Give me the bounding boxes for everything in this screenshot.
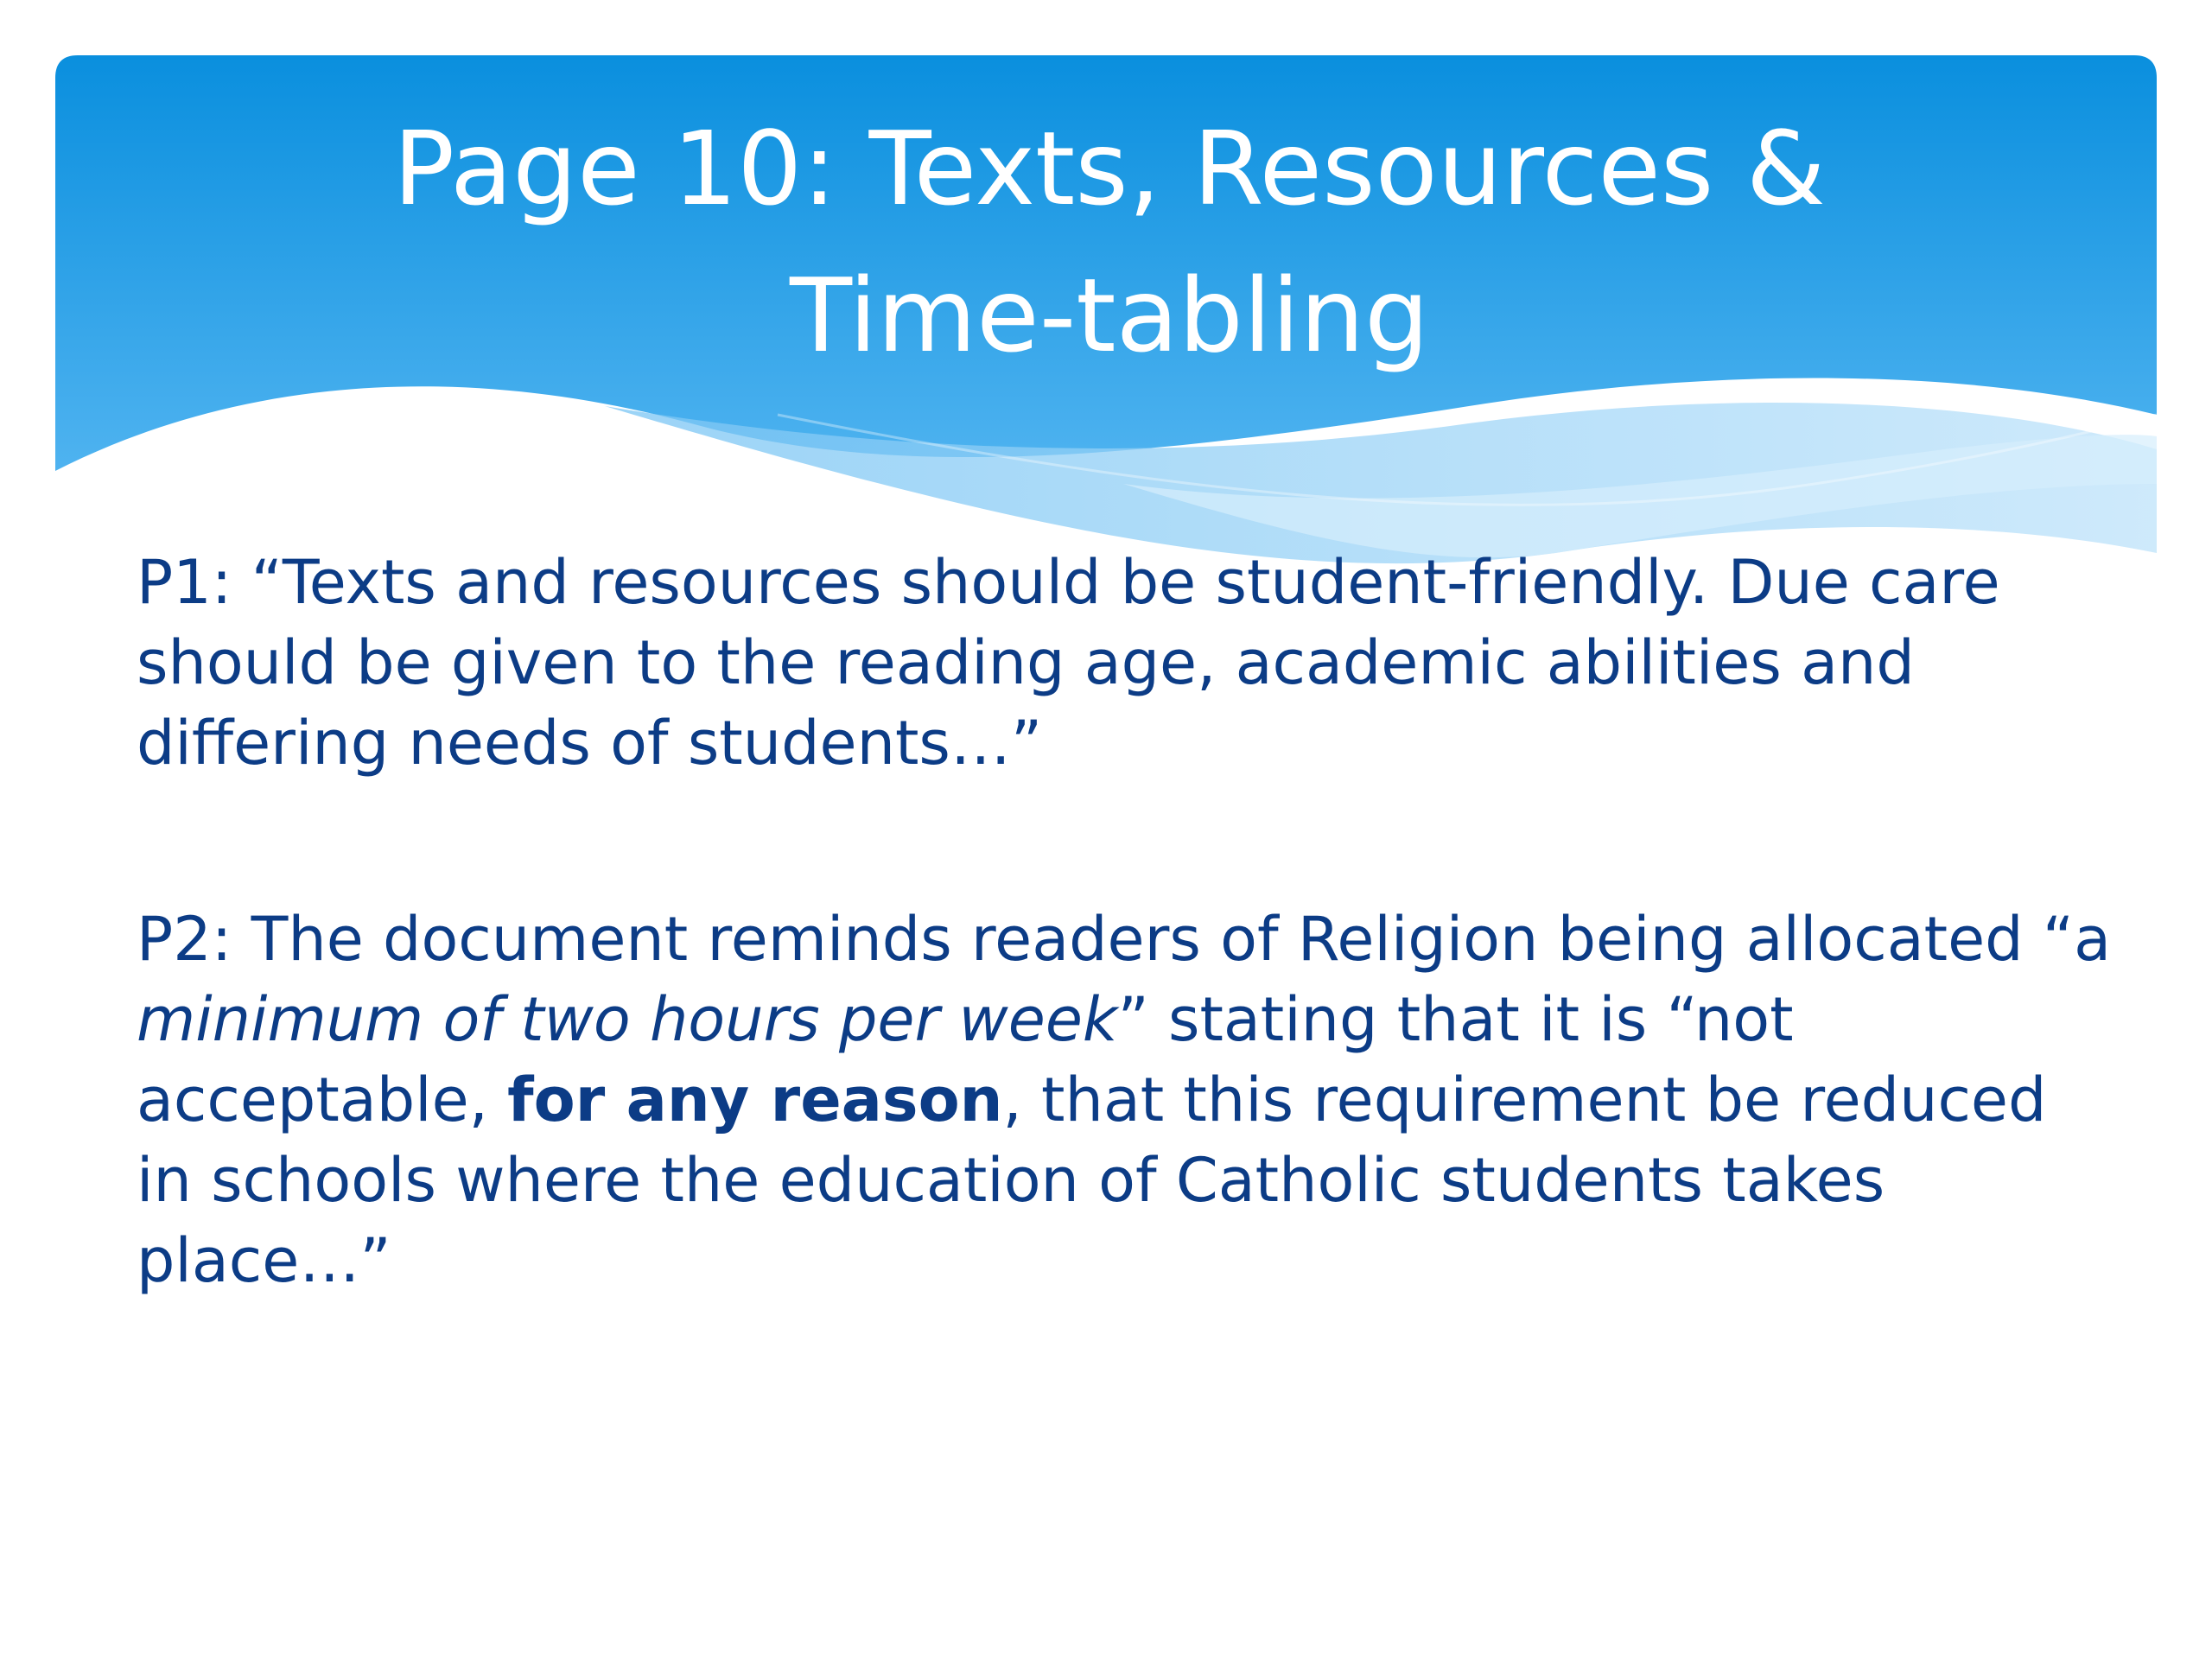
slide-title-line-1: Page 10: Texts, Resources &: [393, 109, 1826, 228]
paragraph-p2-part3: ” stating that it is “not acceptable,: [137, 984, 1794, 1135]
slide-body: [137, 543, 2115, 1417]
paragraph-p2: [137, 899, 2115, 1301]
paragraph-p2-bold: for any reason: [507, 1065, 1003, 1135]
paragraph-p1-text: P1: “Texts and resources should be student-friendly. Due care should be given to the reading age, academic abilities and differing needs of students…”: [137, 547, 2000, 779]
paragraph-p1: [137, 543, 2115, 784]
slide-title: [55, 95, 2164, 389]
paragraph-p2-part5: , that this requirement be reduced in schools where the education of Catholic students takes place…”: [137, 1065, 2047, 1296]
paragraph-p2-part1: P2: The document reminds readers of Religion being allocated “a: [137, 904, 2111, 975]
paragraph-p2-italic: minimum of two hours per week: [137, 984, 1118, 1055]
slide-title-line-2: Time-tabling: [789, 256, 1430, 375]
